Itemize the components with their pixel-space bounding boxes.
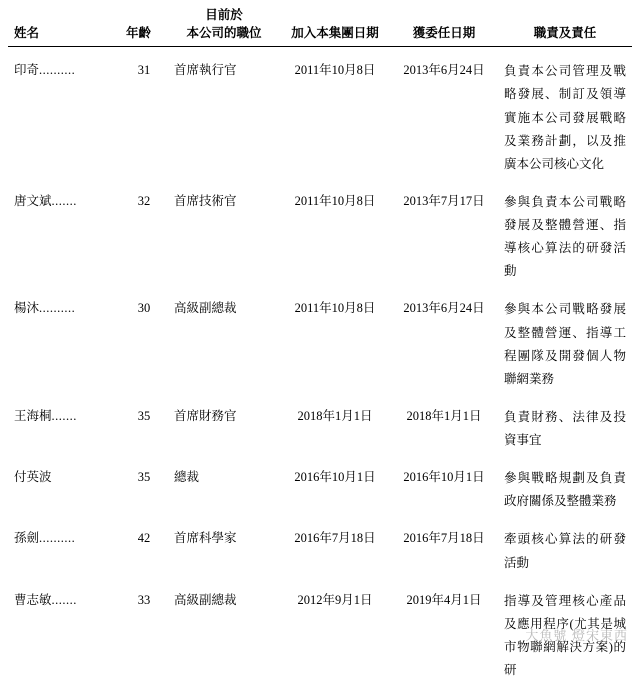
cell-age: 32 [137, 193, 151, 208]
table-row [8, 515, 632, 576]
leader-dots: .......... [39, 301, 76, 316]
cell-join-date: 2018年1月1日 [297, 408, 373, 423]
column-header-position-line2: 本公司的職位 [186, 26, 262, 41]
cell-appointment-date: 2013年6月24日 [403, 63, 485, 78]
leader-dots: .......... [39, 63, 76, 78]
cell-responsibility: 負責本公司管理及戰略發展、制訂及領導實施本公司發展戰略及業務計劃，以及推廣本公司核心文化 [504, 64, 626, 171]
document-page [0, 6, 640, 677]
leader-dots: ....... [51, 193, 77, 208]
cell-name [8, 515, 120, 576]
cell-position: 首席執行官 [174, 63, 237, 78]
cell-join-date: 2011年10月8日 [294, 301, 376, 316]
person-name: 孫劍 [14, 531, 40, 546]
table-header [8, 6, 632, 47]
cell-age: 33 [137, 592, 151, 607]
table-row [8, 285, 632, 393]
cell-responsibility: 負責財務、法律及投資事宜 [504, 409, 626, 447]
leader-dots: ....... [51, 408, 77, 423]
cell-appointment-date: 2016年10月1日 [403, 470, 485, 485]
table-row [8, 47, 632, 178]
cell-appointment-date: 2013年7月17日 [403, 193, 485, 208]
cell-position: 高級副總裁 [174, 301, 237, 316]
column-header-join-date-label: 加入本集團日期 [291, 26, 379, 41]
watermark: 大魚號 燈宋東西 [525, 628, 628, 643]
column-header-age-label: 年齡 [126, 26, 152, 41]
cell-position: 總裁 [174, 470, 200, 485]
person-name: 印奇 [14, 63, 40, 78]
cell-join-date: 2011年10月8日 [294, 193, 376, 208]
cell-position: 首席技術官 [174, 193, 237, 208]
cell-age: 30 [137, 301, 151, 316]
person-name: 楊沐 [14, 301, 40, 316]
cell-position: 首席財務官 [174, 408, 237, 423]
cell-appointment-date: 2016年7月18日 [403, 531, 485, 546]
column-header-position-line1: 目前於 [205, 8, 243, 22]
cell-join-date: 2012年9月1日 [297, 592, 373, 607]
person-name: 曹志敏 [14, 592, 52, 607]
table-row [8, 454, 632, 515]
table-header-row [8, 6, 632, 47]
cell-name [8, 178, 120, 286]
cell-responsibility: 參與本公司戰略發展及整體營運、指導工程團隊及開發個人物聯網業務 [504, 302, 626, 386]
table-row [8, 178, 632, 286]
cell-age: 35 [137, 408, 151, 423]
cell-appointment-date: 2013年6月24日 [403, 301, 485, 316]
cell-name [8, 47, 120, 178]
cell-appointment-date: 2019年4月1日 [406, 592, 482, 607]
executives-table [8, 6, 632, 684]
leader-dots: ....... [51, 592, 77, 607]
cell-join-date: 2016年7月18日 [294, 531, 376, 546]
cell-responsibility: 牽頭核心算法的研發活動 [504, 532, 626, 570]
person-name: 付英波 [14, 470, 52, 485]
cell-name [8, 454, 120, 515]
column-header-name-label: 姓名 [14, 26, 40, 41]
cell-age: 42 [137, 531, 151, 546]
column-header-appointment-date [390, 6, 498, 47]
cell-name [8, 393, 120, 454]
cell-name [8, 285, 120, 393]
column-header-responsibility-label: 職責及責任 [533, 26, 597, 41]
person-name: 王海桐 [14, 408, 52, 423]
column-header-join-date [280, 6, 390, 47]
person-name: 唐文斌 [14, 193, 52, 208]
leader-dots: .......... [39, 531, 76, 546]
cell-position: 高級副總裁 [174, 592, 237, 607]
table-row [8, 393, 632, 454]
column-header-responsibility [498, 6, 632, 47]
cell-join-date: 2016年10月1日 [294, 470, 376, 485]
column-header-name [8, 6, 120, 47]
cell-position: 首席科學家 [174, 531, 237, 546]
cell-age: 35 [137, 470, 151, 485]
cell-responsibility: 參與負責本公司戰略發展及整體營運、指導核心算法的研發活動 [504, 194, 626, 279]
column-header-position [168, 6, 280, 47]
cell-responsibility: 參與戰略規劃及負責政府關係及整體業務 [504, 471, 626, 509]
cell-name [8, 577, 120, 684]
column-header-appointment-date-label: 獲委任日期 [412, 26, 476, 41]
cell-responsibility: 指導及管理核心產品及應用程序(尤其是城市物聯網解決方案)的研 [504, 593, 626, 677]
cell-appointment-date: 2018年1月1日 [406, 408, 482, 423]
column-header-age [120, 6, 168, 47]
cell-age: 31 [137, 63, 151, 78]
table-body [8, 47, 632, 684]
cell-join-date: 2011年10月8日 [294, 63, 376, 78]
